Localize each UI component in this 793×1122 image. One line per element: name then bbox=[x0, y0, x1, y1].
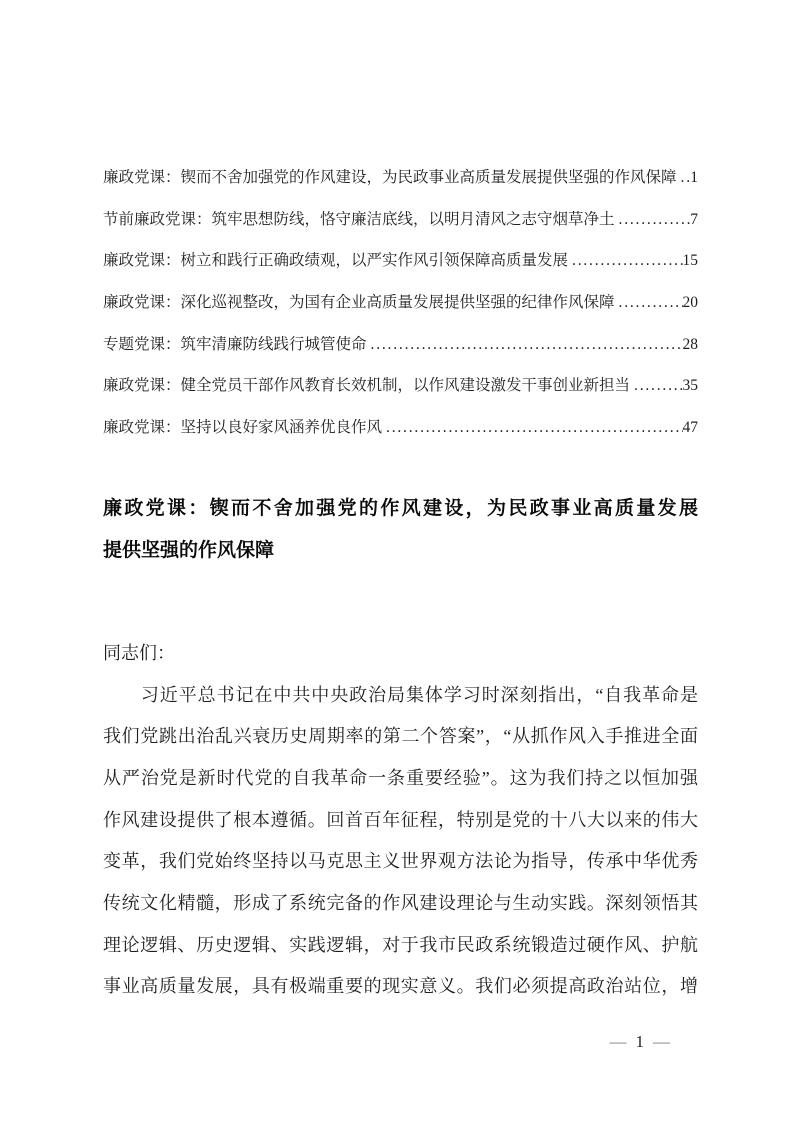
page-number-value: 1 bbox=[635, 1032, 644, 1051]
toc-leader-dots bbox=[382, 407, 682, 449]
body-line: 从严治党是新时代党的自我革命一条重要经验”。这为我们持之以恒加强 bbox=[103, 768, 698, 789]
toc-entry-title: 廉政党课：锲而不舍加强党的作风建设，为民政事业高质量发展提供坚强的作风保障 bbox=[103, 169, 677, 186]
page-number-dash-right: — bbox=[653, 1032, 670, 1051]
body-paragraph bbox=[103, 675, 698, 1008]
toc-entry[interactable] bbox=[103, 157, 698, 199]
toc-entry-title: 廉政党课：健全党员干部作风教育长效机制，以作风建设激发干事创业新担当 bbox=[103, 377, 631, 395]
toc-entry[interactable] bbox=[103, 240, 698, 282]
toc-entry[interactable] bbox=[103, 407, 698, 449]
toc-entry-title: 专题党课：筑牢清廉防线践行城管使命 bbox=[103, 335, 367, 353]
toc-entry-title: 廉政党课：坚持以良好家风涵养优良作风 bbox=[103, 418, 383, 436]
toc-entry[interactable] bbox=[103, 324, 698, 366]
toc-page-number: 28 bbox=[682, 335, 698, 353]
toc-page-number: 20 bbox=[682, 293, 698, 311]
toc-page-number: 7 bbox=[690, 210, 698, 228]
toc-leader-dots bbox=[615, 282, 683, 324]
body-line: 理论逻辑、历史逻辑、实践逻辑，对于我市民政系统锻造过硬作风、护航 bbox=[103, 934, 698, 955]
table-of-contents bbox=[103, 157, 698, 449]
body-line: 事业高质量发展，具有极端重要的现实意义。我们必须提高政治站位，增 bbox=[103, 976, 698, 997]
toc-page-number: 1 bbox=[690, 169, 698, 186]
toc-page-number: 35 bbox=[682, 377, 698, 395]
toc-leader-dots bbox=[615, 199, 691, 241]
toc-leader-dots bbox=[630, 365, 682, 407]
body-line: 我们党跳出治乱兴衰历史周期率的第二个答案”，“从抓作风入手推进全面 bbox=[103, 726, 698, 747]
article-title bbox=[103, 488, 698, 571]
toc-leader-dots bbox=[677, 157, 691, 199]
article-body bbox=[103, 633, 698, 1008]
body-line: 习近平总书记在中共中央政治局集体学习时深刻指出，“自我革命是 bbox=[103, 684, 698, 705]
toc-page-number: 15 bbox=[682, 252, 698, 270]
body-line: 变革，我们党始终坚持以马克思主义世界观方法论为指导，传承中华优秀 bbox=[103, 851, 698, 872]
salutation: 同志们： bbox=[103, 643, 175, 663]
toc-leader-dots bbox=[568, 240, 682, 282]
toc-leader-dots bbox=[367, 324, 683, 366]
toc-entry-title: 廉政党课：深化巡视整改，为国有企业高质量发展提供坚强的纪律作风保障 bbox=[103, 293, 615, 311]
page-number bbox=[610, 1031, 671, 1053]
body-line: 传统文化精髓，形成了系统完备的作风建设理论与生动实践。深刻领悟其 bbox=[103, 893, 698, 914]
toc-page-number: 47 bbox=[682, 418, 698, 436]
body-line: 作风建设提供了根本遵循。回首百年征程，特别是党的十八大以来的伟大 bbox=[103, 809, 698, 830]
toc-entry[interactable] bbox=[103, 365, 698, 407]
toc-entry[interactable] bbox=[103, 282, 698, 324]
page-number-dash-left: — bbox=[609, 1032, 627, 1051]
toc-entry-title: 节前廉政党课：筑牢思想防线，恪守廉洁底线，以明月清风之志守烟草净土 bbox=[103, 210, 615, 228]
toc-entry[interactable] bbox=[103, 199, 698, 241]
article-title-line: 提供坚强的作风保障 bbox=[103, 539, 275, 561]
toc-entry-title: 廉政党课：树立和践行正确政绩观，以严实作风引领保障高质量发展 bbox=[103, 252, 569, 270]
article-title-line: 廉政党课：锲而不舍加强党的作风建设，为民政事业高质量发展 bbox=[103, 498, 698, 519]
